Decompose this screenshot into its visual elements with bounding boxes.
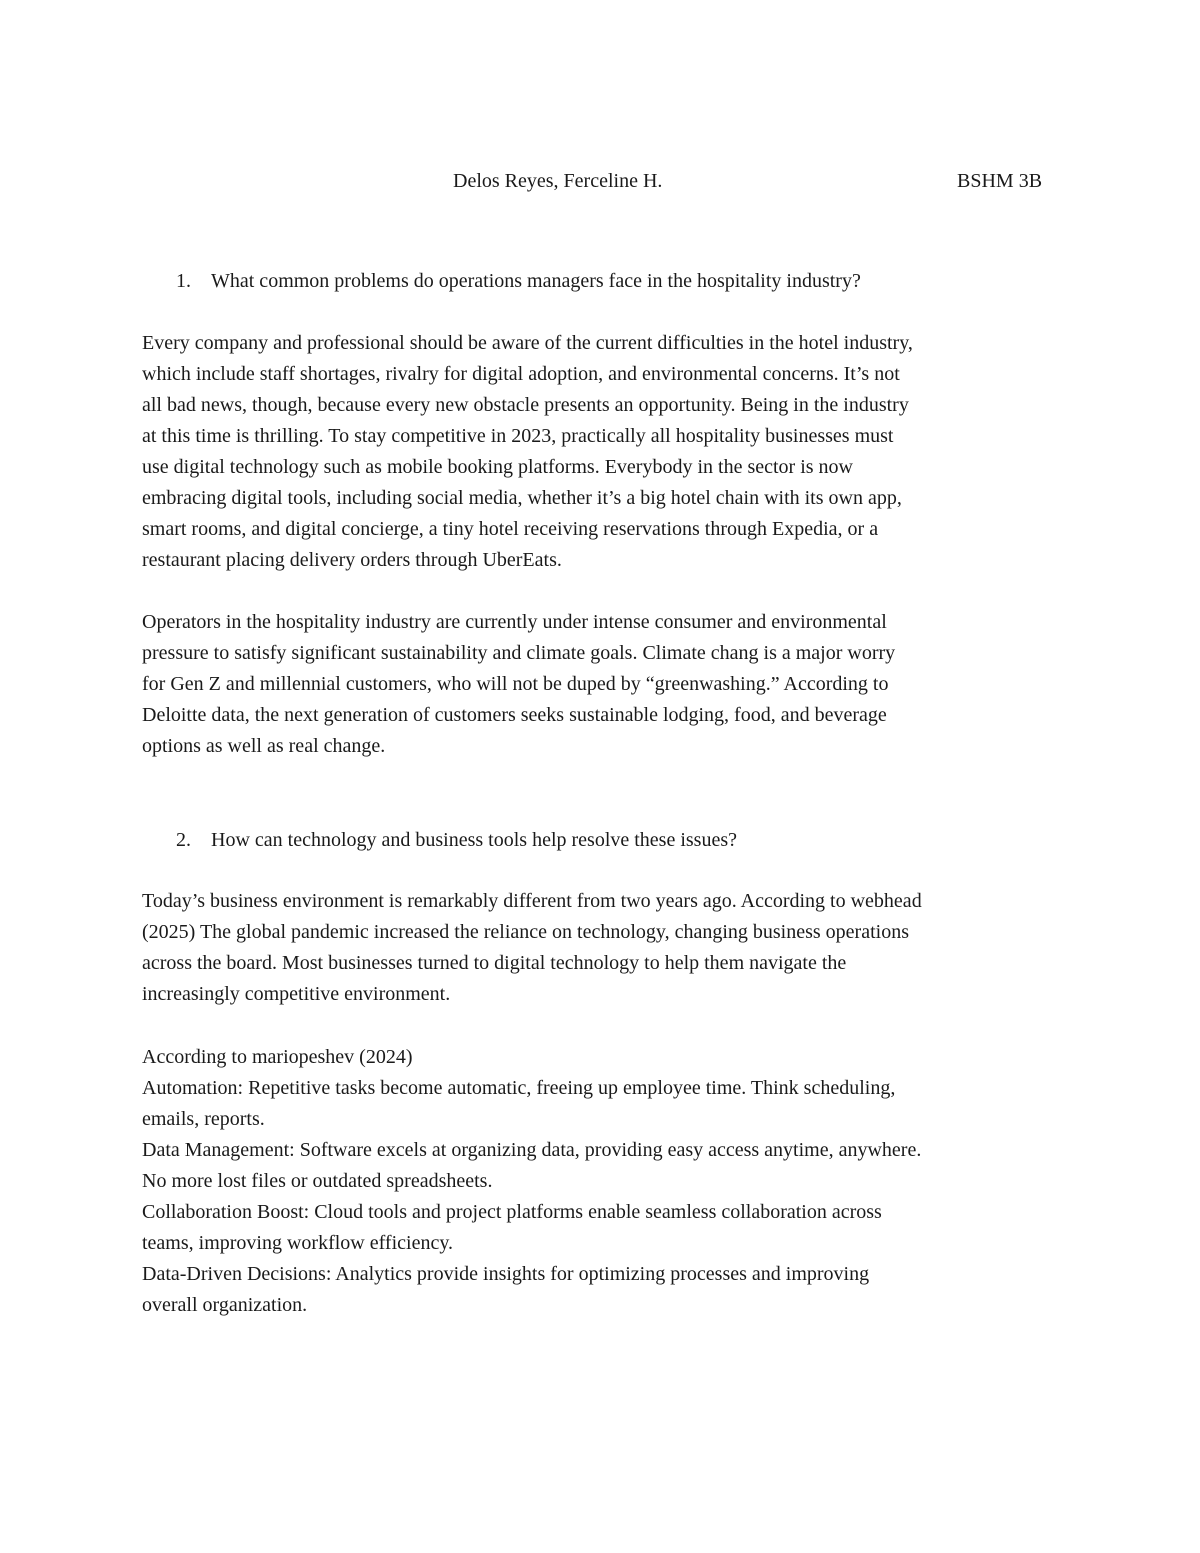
paragraph-line: No more lost files or outdated spreadsheets. (142, 1170, 493, 1192)
paragraph-line: at this time is thrilling. To stay competitive in 2023, practically all hospitality businesses must (142, 425, 894, 447)
question-1-text: What common problems do operations managers face in the hospitality industry? (211, 270, 861, 292)
paragraph-line: embracing digital tools, including social media, whether it’s a big hotel chain with its own app, (142, 487, 902, 509)
paragraph-line: across the board. Most businesses turned to digital technology to help them navigate the (142, 952, 847, 974)
paragraph-line: which include staff shortages, rivalry for digital adoption, and environmental concerns. It’s not (142, 363, 900, 385)
paragraph-line: for Gen Z and millennial customers, who will not be duped by “greenwashing.” According to (142, 673, 889, 695)
paragraph-line: all bad news, though, because every new obstacle presents an opportunity. Being in the industry (142, 394, 909, 416)
paragraph-line: pressure to satisfy significant sustainability and climate goals. Climate chang is a major worry (142, 642, 896, 664)
question-2-number: 2. (176, 829, 191, 851)
paragraph-line: smart rooms, and digital concierge, a tiny hotel receiving reservations through Expedia, or a (142, 518, 879, 540)
paragraph-line: Collaboration Boost: Cloud tools and project platforms enable seamless collaboration across (142, 1201, 882, 1223)
paragraph-line: teams, improving workflow efficiency. (142, 1232, 454, 1254)
paragraph-line: According to mariopeshev (2024) (142, 1046, 413, 1068)
question-1-number: 1. (176, 270, 191, 292)
paragraph-line: (2025) The global pandemic increased the reliance on technology, changing business operations (142, 921, 909, 943)
paragraph-line: Operators in the hospitality industry are currently under intense consumer and environmental (142, 611, 887, 633)
student-section: BSHM 3B (957, 170, 1043, 192)
paragraph-line: Data-Driven Decisions: Analytics provide insights for optimizing processes and improving (142, 1263, 870, 1285)
paragraph-line: Every company and professional should be aware of the current difficulties in the hotel industry, (142, 332, 913, 354)
paragraph-line: overall organization. (142, 1294, 308, 1316)
paragraph-line: options as well as real change. (142, 735, 386, 757)
paragraph-line: Automation: Repetitive tasks become automatic, freeing up employee time. Think scheduling, (142, 1077, 896, 1099)
paragraph-line: Deloitte data, the next generation of customers seeks sustainable lodging, food, and beverage (142, 704, 887, 726)
paragraph-line: emails, reports. (142, 1108, 265, 1130)
paragraph-line: Today’s business environment is remarkably different from two years ago. According to webhead (142, 890, 922, 912)
paragraph-line: restaurant placing delivery orders through UberEats. (142, 549, 562, 571)
paragraph-line: increasingly competitive environment. (142, 983, 451, 1005)
question-2-text: How can technology and business tools help resolve these issues? (211, 829, 738, 851)
student-name: Delos Reyes, Ferceline H. (453, 170, 663, 192)
paragraph-line: Data Management: Software excels at organizing data, providing easy access anytime, anywhere. (142, 1139, 922, 1161)
paragraph-line: use digital technology such as mobile booking platforms. Everybody in the sector is now (142, 456, 853, 478)
